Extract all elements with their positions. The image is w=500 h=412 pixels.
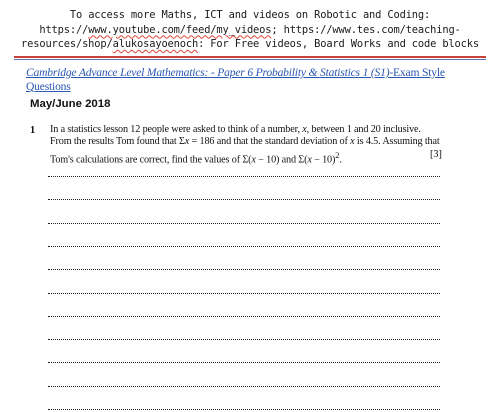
question-text-part: − 10) and Σ( [255,154,308,166]
url-prefix: https:// [39,23,89,36]
exam-session-heading: May/June 2018 [30,98,111,110]
variable-x: x [307,154,312,166]
exponent: 2 [335,149,340,160]
resource-header [0,8,500,52]
tes-link-start[interactable]: ; https://www.tes.com/teaching- [271,23,461,36]
variable-x: x [251,154,256,166]
answer-line[interactable] [48,246,440,247]
answer-line[interactable] [48,362,440,363]
variable-x: x [184,136,190,148]
question-text-part: . [339,154,342,166]
question-text-part: − 10) [311,154,336,166]
title-suffix: -Exam Style Questions [26,66,445,93]
answer-line[interactable] [48,339,440,340]
title-course: Cambridge Advance Level Mathematics: - Paper 6 Probability & Statistics 1 (S1) [26,66,390,79]
question-marks: [3] [430,149,442,160]
question-text [50,124,444,167]
answer-line[interactable] [48,293,440,294]
header-divider-red [14,56,486,58]
question-text-part: , between 1 and 20 inclusive. From the results Tom found that Σ [50,124,421,148]
header-line-2 [0,23,500,38]
header-line-3 [0,37,500,52]
document-title-link[interactable] [26,66,486,93]
tes-username[interactable]: alukosayoenoch [112,38,199,51]
answer-line[interactable] [48,409,440,410]
youtube-link[interactable]: www.youtube.com/feed/my_videos [88,23,272,36]
answer-line[interactable] [48,223,440,224]
answer-line[interactable] [48,316,440,317]
header-divider-blue [14,59,486,60]
tes-link-path[interactable]: resources/shop/ [21,38,113,51]
variable-x: x [350,136,355,148]
question-number: 1 [30,125,36,136]
question-text-part: In a statistics lesson 12 people were asked to think of a number, [50,124,303,135]
answer-line[interactable] [48,269,440,270]
answer-line[interactable] [48,199,440,200]
answer-line[interactable] [48,386,440,387]
question-text-part: = 186 and that the standard deviation of [189,136,351,148]
question-text-part: is 4.5. Assuming that Tom's calculations are correct, find the values of Σ( [50,136,440,166]
header-line-1: To access more Maths, ICT and videos on Robotic and Coding: [69,9,431,21]
header-tagline: : For Free videos, Board Works and code blocks [198,38,479,51]
answer-line[interactable] [48,176,440,177]
variable-x: x [302,124,307,135]
